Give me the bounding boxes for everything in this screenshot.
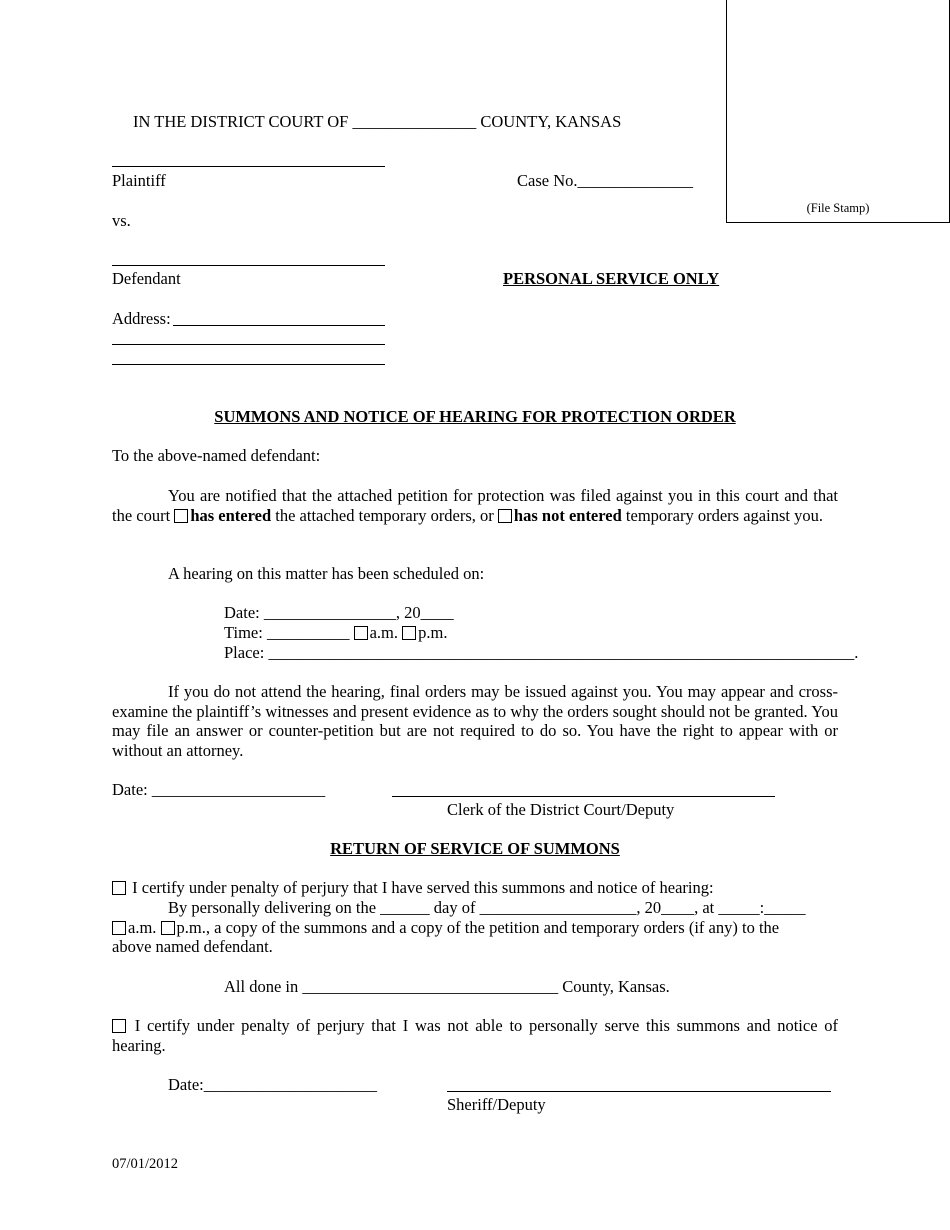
clerk-label: Clerk of the District Court/Deputy <box>447 800 675 819</box>
has-entered-checkbox[interactable] <box>174 509 188 523</box>
notice-paragraph <box>112 486 838 525</box>
hearing-am-checkbox[interactable] <box>354 626 368 640</box>
revision-date: 07/01/2012 <box>112 1156 179 1172</box>
served-certification-text: I certify under penalty of perjury that I have served this summons and notice of hearing: <box>132 878 714 897</box>
address-label: Address: <box>112 309 171 328</box>
notice-text-3: temporary orders against you. <box>625 505 823 525</box>
hearing-am-label: a.m. <box>369 623 398 642</box>
county-field[interactable]: All done in _______________________________ County, Kansas. <box>224 977 670 996</box>
has-not-entered-label: has not entered <box>513 505 622 525</box>
service-date-field[interactable]: Date:_____________________ <box>168 1075 377 1094</box>
delivery-text-end: above named defendant. <box>112 937 273 956</box>
court-heading: IN THE DISTRICT COURT OF _______________ COUNTY, KANSAS <box>133 112 622 131</box>
delivery-pm-label: p.m. <box>176 918 206 937</box>
address-line-3[interactable] <box>112 364 385 365</box>
hearing-time-field[interactable]: Time: __________ <box>224 623 350 642</box>
delivery-details-field[interactable]: By personally delivering on the ______ day of ___________________, 20____, at _____:_____ <box>168 898 806 917</box>
has-entered-label: has entered <box>190 505 272 525</box>
defendant-label: Defendant <box>112 269 181 288</box>
notice-text-1: You are notified that the attached petition for protection was filed against you in this court and that the court <box>112 486 838 525</box>
file-stamp-box <box>726 0 950 223</box>
versus-label: vs. <box>112 211 131 230</box>
served-certification-row <box>112 878 714 898</box>
salutation: To the above-named defendant: <box>112 446 321 465</box>
sheriff-signature-line[interactable] <box>447 1091 831 1092</box>
address-line-2[interactable] <box>112 344 385 345</box>
delivery-time-row <box>112 918 779 938</box>
served-checkbox[interactable] <box>112 881 126 895</box>
warning-paragraph: If you do not attend the hearing, final orders may be issued against you. You may appear and cross-examine the plaintiff’s witnesses and present evidence as to why the orders sought should not be granted. You may file an answer or counter-petition but are not required to do so. You have the right to appear with or without an attorney. <box>112 682 838 760</box>
notice-text-2: the attached temporary orders, or <box>275 505 494 525</box>
not-served-certification <box>112 1016 838 1055</box>
hearing-time-row <box>224 623 447 643</box>
summons-date-field[interactable]: Date: _____________________ <box>112 780 326 799</box>
plaintiff-label: Plaintiff <box>112 171 166 190</box>
personal-service-notice: PERSONAL SERVICE ONLY <box>503 269 720 288</box>
hearing-intro: A hearing on this matter has been scheduled on: <box>168 564 485 583</box>
sheriff-label: Sheriff/Deputy <box>447 1095 546 1114</box>
clerk-signature-line[interactable] <box>392 796 775 797</box>
delivery-text: , a copy of the summons and a copy of the petition and temporary orders (if any) to the <box>205 918 780 937</box>
hearing-date-field[interactable]: Date: ________________, 20____ <box>224 603 454 622</box>
address-line-1[interactable] <box>173 325 385 326</box>
delivery-am-label: a.m. <box>128 918 157 937</box>
hearing-pm-checkbox[interactable] <box>402 626 416 640</box>
delivery-pm-checkbox[interactable] <box>161 921 175 935</box>
not-served-text: I certify under penalty of perjury that I was not able to personally serve this summons and notice of hearing. <box>112 1016 839 1055</box>
file-stamp-label: (File Stamp) <box>806 201 870 215</box>
case-number-field[interactable]: Case No.______________ <box>517 171 693 190</box>
hearing-place-field[interactable]: Place: _______________________________________________________________________. <box>224 643 859 662</box>
not-served-checkbox[interactable] <box>112 1019 126 1033</box>
plaintiff-name-line[interactable] <box>112 166 385 167</box>
summons-title: SUMMONS AND NOTICE OF HEARING FOR PROTECTION ORDER <box>214 407 736 426</box>
return-of-service-title: RETURN OF SERVICE OF SUMMONS <box>330 839 620 858</box>
has-not-entered-checkbox[interactable] <box>498 509 512 523</box>
delivery-am-checkbox[interactable] <box>112 921 126 935</box>
hearing-pm-label: p.m. <box>418 623 448 642</box>
defendant-name-line[interactable] <box>112 265 385 266</box>
